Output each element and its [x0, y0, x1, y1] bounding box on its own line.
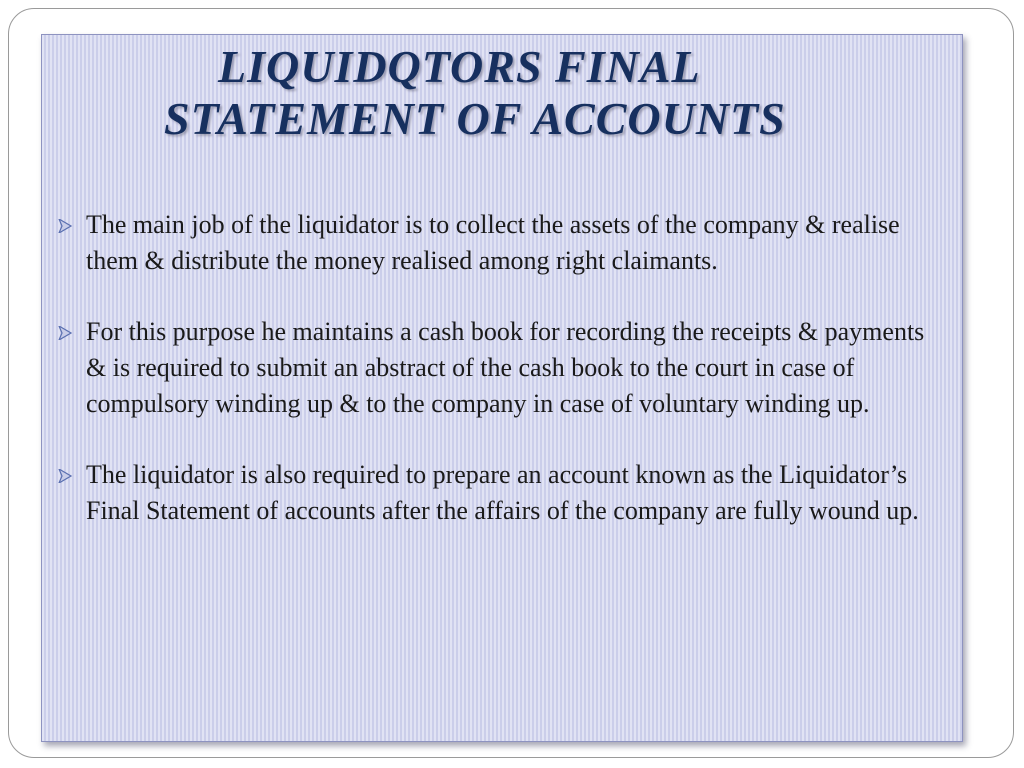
title-line-2: STATEMENT OF ACCOUNTS	[164, 93, 786, 144]
bullet-text: The main job of the liquidator is to collect the assets of the company & realise them & distribute the money realised among right claimants.	[86, 210, 900, 275]
bullet-text: The liquidator is also required to prepare an account known as the Liquidator’s Final Statement of accounts after the affairs of the company are fully wound up.	[86, 460, 919, 525]
title-line-1: LIQUIDQTORS FINAL	[218, 41, 701, 92]
bullet-item-1	[54, 207, 940, 279]
content-panel	[41, 34, 963, 742]
arrowhead-bullet-icon	[58, 314, 78, 350]
bullet-text: For this purpose he maintains a cash book for recording the receipts & payments & is required to submit an abstract of the cash book to the court in case of compulsory winding up & to the company in case of voluntary winding up.	[86, 317, 925, 418]
bullet-item-2	[54, 314, 940, 422]
bullet-item-3	[54, 457, 940, 529]
arrowhead-bullet-icon	[58, 457, 78, 493]
bullet-list	[54, 207, 940, 564]
arrowhead-bullet-icon	[58, 207, 78, 243]
slide-title	[82, 41, 922, 145]
